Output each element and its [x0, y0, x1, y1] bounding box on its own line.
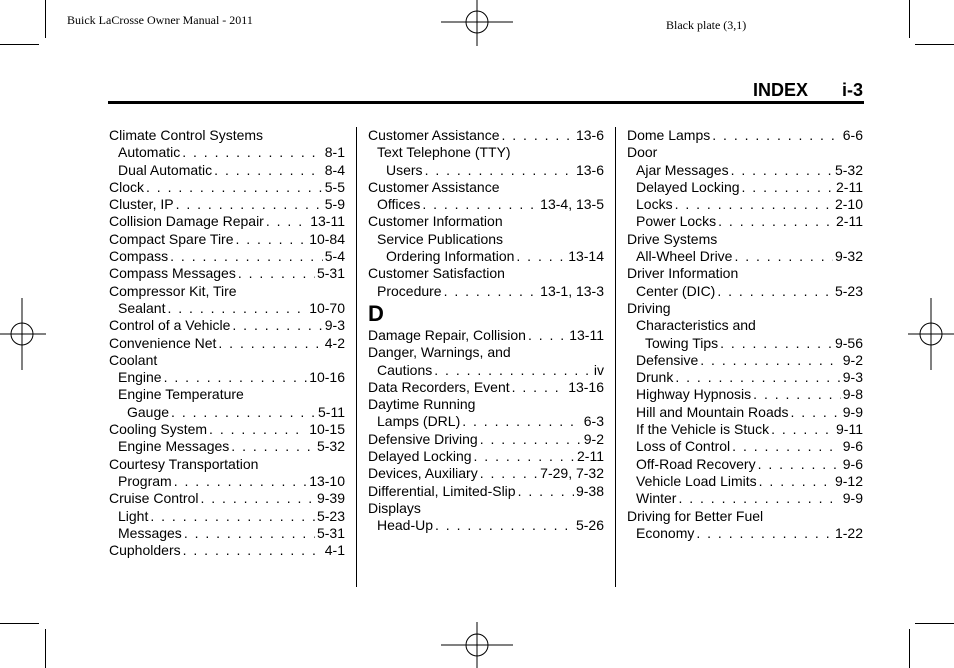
index-entry — [368, 127, 604, 144]
dot-leader — [516, 248, 566, 265]
index-entry — [109, 542, 345, 559]
index-entry-page: 9-39 — [316, 490, 345, 507]
index-entry-page: 9-3 — [842, 369, 863, 386]
index-entry-page: 13-4, 13-5 — [540, 196, 604, 213]
index-entry-page: 10-15 — [309, 421, 345, 438]
index-entry-page: 9-2 — [583, 430, 604, 447]
index-entry — [368, 431, 604, 448]
registration-target-bottom — [441, 622, 513, 668]
index-entry — [109, 144, 345, 161]
index-entry — [368, 248, 604, 265]
index-entry-term: Hill and Mountain Roads — [636, 403, 789, 420]
dot-leader — [742, 179, 835, 196]
running-header-right: Black plate (3,1) — [666, 18, 747, 32]
index-entry-term: Off-Road Recovery — [636, 455, 756, 472]
dot-leader — [718, 213, 834, 230]
index-entry — [627, 473, 863, 490]
dot-leader — [720, 335, 833, 352]
index-entry — [368, 213, 604, 230]
dot-leader — [512, 379, 567, 396]
dot-leader — [435, 517, 574, 534]
index-entry-page: 5-9 — [324, 196, 345, 213]
index-entry — [109, 127, 345, 144]
index-entry-term: Danger, Warnings, and — [368, 344, 511, 361]
section-title: INDEX — [752, 80, 808, 100]
index-entry-page: 13-1, 13-3 — [540, 282, 604, 299]
index-entry — [368, 231, 604, 248]
index-entry-term: Devices, Auxiliary — [368, 465, 478, 482]
index-entry-page: 9-6 — [842, 438, 863, 455]
index-entry — [368, 448, 604, 465]
index-entry-page: 9-3 — [324, 317, 345, 334]
index-entry-page: 9-2 — [842, 351, 863, 368]
index-entry — [627, 213, 863, 230]
dot-leader — [183, 542, 323, 559]
index-entry — [368, 179, 604, 196]
dot-leader — [422, 196, 538, 213]
index-entry — [368, 196, 604, 213]
index-entry-term: Driving for Better Fuel — [627, 507, 764, 524]
dot-leader — [236, 231, 308, 248]
crop-mark — [0, 44, 39, 45]
index-entry-page: 8-1 — [324, 144, 345, 161]
index-entry — [109, 490, 345, 507]
index-entry-page: 2-11 — [836, 213, 863, 230]
index-entry-page: 2-11 — [836, 178, 863, 195]
index-entry-term: Head-Up — [377, 517, 434, 534]
dot-leader — [675, 369, 840, 386]
index-entry — [109, 421, 345, 438]
index-entry-page: 13-14 — [568, 248, 604, 265]
index-entry-page: iv — [593, 361, 604, 378]
index-entry-term: Delayed Locking — [368, 448, 472, 465]
dot-leader — [214, 162, 323, 179]
dot-leader — [675, 196, 833, 213]
index-entry-term: Door — [627, 144, 658, 161]
dot-leader — [678, 490, 840, 507]
index-entry — [627, 283, 863, 300]
dot-leader — [266, 213, 308, 230]
index-entry-term: Ajar Messages — [636, 161, 729, 178]
index-entry — [109, 508, 345, 525]
dot-leader — [170, 248, 323, 265]
index-entry — [627, 127, 863, 144]
index-entry — [109, 438, 345, 455]
index-entry-term: Data Recorders, Event — [368, 378, 510, 395]
index-entry — [109, 162, 345, 179]
index-entry-page: 5-4 — [324, 248, 345, 265]
index-entry-page: 13-6 — [575, 127, 604, 143]
dot-leader — [238, 265, 315, 282]
index-entry — [368, 265, 604, 282]
dot-leader — [791, 404, 841, 421]
index-entry — [368, 413, 604, 430]
dot-leader — [182, 144, 323, 161]
index-entry-page: 9-38 — [575, 482, 604, 499]
index-entry-page: 5-5 — [324, 178, 345, 195]
index-entry — [627, 421, 863, 438]
index-entry — [627, 438, 863, 455]
index-entry-term: Text Telephone (TTY) — [377, 144, 511, 161]
index-entry-term: Customer Information — [368, 213, 503, 230]
index-column-1 — [109, 127, 345, 559]
dot-leader — [758, 456, 841, 473]
dot-leader — [528, 327, 567, 344]
index-entry — [109, 265, 345, 282]
index-entry — [627, 352, 863, 369]
dot-leader — [732, 438, 841, 455]
index-entry — [627, 300, 863, 317]
index-entry-term: Winter — [636, 490, 677, 507]
index-entry-term: Clock — [109, 178, 145, 195]
index-entry-term: Towing Tips — [645, 334, 719, 351]
index-entry — [627, 144, 863, 161]
running-header-left: Buick LaCrosse Owner Manual - 2011 — [67, 13, 253, 27]
index-entry — [368, 483, 604, 500]
index-entry-term: Highway Hypnosis — [636, 386, 752, 403]
index-entry-page: 5-31 — [316, 524, 345, 541]
index-entry — [109, 369, 345, 386]
registration-target-left — [0, 298, 46, 370]
index-entry-page: 6-3 — [583, 413, 604, 430]
index-entry-term: Damage Repair, Collision — [368, 326, 526, 343]
index-entry-term: Ordering Information — [386, 248, 515, 265]
page-number: i-3 — [841, 80, 863, 100]
index-entry-term: Customer Satisfaction — [368, 265, 505, 282]
index-entry-page: 8-4 — [324, 161, 345, 178]
dot-leader — [164, 369, 308, 386]
index-entry-page: 5-31 — [316, 265, 345, 282]
index-entry-term: Control of a Vehicle — [109, 317, 231, 334]
index-entry — [368, 283, 604, 300]
index-entry — [627, 265, 863, 282]
index-entry — [109, 179, 345, 196]
index-entry — [109, 473, 345, 490]
index-entry-term: Vehicle Load Limits — [636, 472, 757, 489]
crop-mark — [0, 623, 39, 624]
index-entry — [368, 162, 604, 179]
index-entry-term: Automatic — [118, 144, 181, 161]
index-entry — [109, 404, 345, 421]
index-entry — [368, 362, 604, 379]
index-entry-page: 5-32 — [834, 161, 863, 178]
index-entry-term: Cruise Control — [109, 490, 199, 507]
registration-target-right — [908, 298, 954, 370]
crop-mark — [909, 0, 910, 38]
index-entry — [109, 231, 345, 248]
index-entry-term: Compressor Kit, Tire — [109, 282, 237, 299]
dot-leader — [231, 438, 315, 455]
index-entry-page: 5-23 — [834, 282, 863, 299]
index-entry-term: Compass Messages — [109, 265, 236, 282]
crop-mark — [45, 629, 46, 668]
index-entry — [627, 335, 863, 352]
index-entry — [109, 213, 345, 230]
index-entry-page: 9-9 — [842, 490, 863, 507]
index-entry-term: Driver Information — [627, 265, 739, 282]
index-entry-page: 13-11 — [569, 326, 604, 343]
dot-leader — [712, 127, 841, 144]
index-entry-page: 13-11 — [310, 213, 345, 230]
index-entry — [627, 231, 863, 248]
index-entry-term: Drunk — [636, 369, 674, 386]
index-entry — [109, 386, 345, 403]
index-entry-page: 1-22 — [834, 524, 863, 541]
index-entry-term: Collision Damage Repair — [109, 213, 264, 230]
index-entry — [368, 379, 604, 396]
index-entry-term: Delayed Locking — [636, 178, 740, 195]
index-entry — [109, 283, 345, 300]
index-entry-term: Compact Spare Tire — [109, 230, 234, 247]
index-entry-page: 9-11 — [836, 421, 863, 438]
index-entry-term: Loss of Control — [636, 438, 731, 455]
index-entry — [627, 386, 863, 403]
dot-leader — [480, 465, 538, 482]
column-divider — [356, 127, 357, 587]
index-entry-page: 9-8 — [842, 386, 863, 403]
index-entry-term: Engine Temperature — [118, 386, 244, 403]
index-entry — [109, 317, 345, 334]
index-entry-term: Light — [118, 507, 149, 524]
index-entry — [109, 196, 345, 213]
dot-leader — [218, 335, 322, 352]
index-entry-term: Convenience Net — [109, 334, 217, 351]
index-entry — [627, 162, 863, 179]
dot-leader — [200, 490, 314, 507]
index-letter-heading: D — [368, 300, 384, 326]
index-entry — [109, 456, 345, 473]
dot-leader — [150, 508, 315, 525]
index-entry — [627, 508, 863, 525]
crop-mark — [915, 44, 954, 45]
index-entry — [627, 248, 863, 265]
dot-leader — [700, 352, 841, 369]
index-entry-term: Climate Control Systems — [109, 127, 264, 143]
index-entry — [368, 344, 604, 361]
header-rule — [108, 101, 864, 104]
dot-leader — [176, 196, 323, 213]
index-entry-term: Messages — [118, 524, 182, 541]
index-entry — [368, 500, 604, 517]
dot-leader — [759, 473, 833, 490]
dot-leader — [518, 483, 574, 500]
dot-leader — [771, 421, 834, 438]
dot-leader — [232, 317, 322, 334]
index-entry-term: Procedure — [377, 282, 442, 299]
index-entry-page: 9-56 — [834, 334, 863, 351]
index-entry — [627, 317, 863, 334]
index-entry-page: 10-70 — [309, 299, 345, 316]
crop-mark — [909, 629, 910, 668]
index-entry-term: Defensive Driving — [368, 430, 478, 447]
index-entry-term: Defensive — [636, 351, 699, 368]
index-entry-page: 5-26 — [575, 517, 604, 534]
dot-leader — [462, 413, 582, 430]
index-entry-term: Cluster, IP — [109, 196, 174, 213]
index-entry-term: Drive Systems — [627, 230, 718, 247]
registration-target-top — [441, 0, 513, 46]
index-entry-term: Driving — [627, 299, 671, 316]
index-entry-term: Power Locks — [636, 213, 717, 230]
index-entry — [109, 525, 345, 542]
index-entry — [368, 327, 604, 344]
index-entry-page: 5-32 — [316, 438, 345, 455]
index-entry-term: Cooling System — [109, 421, 208, 438]
index-entry-page: 9-9 — [842, 403, 863, 420]
section-heading — [753, 80, 863, 101]
dot-leader — [184, 525, 315, 542]
index-entry-page: 13-10 — [309, 472, 345, 489]
dot-leader — [734, 248, 833, 265]
index-entry-term: Sealant — [118, 299, 166, 316]
dot-leader — [425, 162, 574, 179]
index-entry-page: 13-16 — [568, 378, 604, 395]
index-entry — [627, 404, 863, 421]
dot-leader — [444, 283, 539, 300]
crop-mark — [45, 0, 46, 38]
index-entry-term: Dual Automatic — [118, 161, 213, 178]
dot-leader — [474, 448, 576, 465]
index-entry — [627, 490, 863, 507]
dot-leader — [696, 525, 833, 542]
index-entry-term: Service Publications — [377, 230, 504, 247]
index-entry — [627, 196, 863, 213]
index-entry-term: Users — [386, 161, 423, 178]
index-entry-term: Daytime Running — [368, 396, 476, 413]
dot-leader — [502, 127, 574, 144]
index-entry — [109, 335, 345, 352]
index-entry-term: Economy — [636, 524, 695, 541]
index-entry — [109, 248, 345, 265]
index-entry-page: 4-1 — [324, 542, 345, 559]
index-entry-page: 13-6 — [575, 161, 604, 178]
index-entry-term: Differential, Limited-Slip — [368, 482, 516, 499]
index-entry-term: Dome Lamps — [627, 127, 711, 143]
index-entry-page: 9-6 — [842, 455, 863, 472]
index-entry — [109, 352, 345, 369]
index-entry-term: All-Wheel Drive — [636, 248, 733, 265]
index-column-2 — [368, 127, 604, 535]
index-entry-page: 9-12 — [834, 472, 863, 489]
dot-leader — [146, 179, 323, 196]
crop-mark — [915, 623, 954, 624]
index-entry-term: Gauge — [127, 403, 170, 420]
index-entry-page: 9-32 — [834, 248, 863, 265]
index-entry-page: 5-23 — [316, 507, 345, 524]
index-entry-page: 4-2 — [324, 334, 345, 351]
index-entry-term: Customer Assistance — [368, 178, 500, 195]
index-entry-term: Compass — [109, 248, 169, 265]
index-entry-term: Coolant — [109, 351, 158, 368]
index-entry-term: Customer Assistance — [368, 127, 500, 143]
index-entry-page: 7-29, 7-32 — [540, 465, 604, 482]
index-entry-term: Lamps (DRL) — [377, 413, 461, 430]
index-entry-term: Displays — [368, 499, 421, 516]
index-entry-page: 6-6 — [842, 127, 863, 143]
dot-leader — [434, 362, 592, 379]
index-entry-term: Program — [118, 472, 172, 489]
index-entry-term: Engine — [118, 369, 162, 386]
dot-leader — [171, 404, 316, 421]
index-entry — [627, 179, 863, 196]
dot-leader — [167, 300, 307, 317]
index-column-3 — [627, 127, 863, 542]
index-entry-term: Engine Messages — [118, 438, 230, 455]
index-entry-page: 5-11 — [318, 403, 345, 420]
dot-leader — [480, 431, 582, 448]
index-entry-term: If the Vehicle is Stuck — [636, 421, 770, 438]
index-entry-page: 2-10 — [834, 196, 863, 213]
index-entry-term: Offices — [377, 196, 421, 213]
index-entry-term: Center (DIC) — [636, 282, 716, 299]
index-entry-term: Characteristics and — [636, 317, 756, 334]
dot-leader — [717, 283, 833, 300]
index-entry — [368, 465, 604, 482]
index-entry-page: 10-84 — [309, 230, 345, 247]
index-entry — [627, 456, 863, 473]
dot-leader — [174, 473, 308, 490]
dot-leader — [209, 421, 307, 438]
index-entry-page: 10-16 — [309, 369, 345, 386]
dot-leader — [731, 162, 833, 179]
index-entry — [368, 144, 604, 161]
index-entry — [368, 517, 604, 534]
index-entry — [627, 525, 863, 542]
index-entry-term: Cautions — [377, 361, 433, 378]
index-entry-term: Locks — [636, 196, 673, 213]
index-entry — [627, 369, 863, 386]
dot-leader — [753, 386, 841, 403]
index-entry — [368, 396, 604, 413]
column-divider — [615, 127, 616, 587]
index-entry-page: 2-11 — [577, 448, 604, 465]
index-entry-term: Cupholders — [109, 542, 181, 559]
index-entry-term: Courtesy Transportation — [109, 455, 259, 472]
index-entry — [109, 300, 345, 317]
